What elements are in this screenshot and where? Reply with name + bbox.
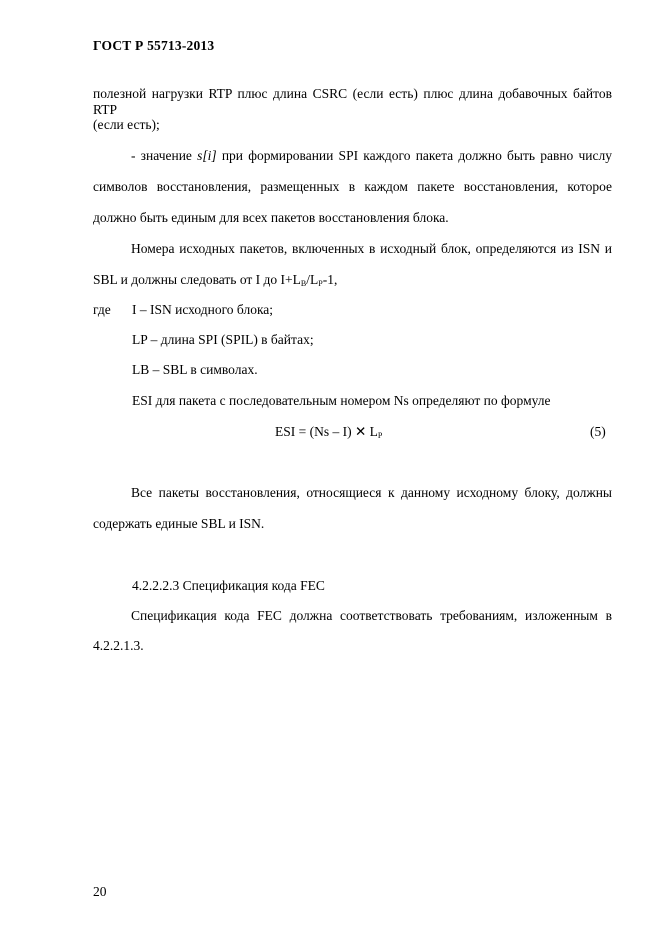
page-number: 20 bbox=[93, 884, 107, 899]
text-fragment: /L bbox=[306, 272, 319, 287]
document-header: ГОСТ Р 55713-2013 bbox=[93, 38, 215, 53]
text-line: ESI для пакета с последовательным номером Ns определяют по формуле bbox=[132, 393, 551, 408]
subscript: P bbox=[377, 431, 383, 440]
formula bbox=[275, 424, 382, 440]
section-heading: 4.2.2.2.3 Спецификация кода FEC bbox=[132, 578, 325, 593]
where-item: I – ISN исходного блока; bbox=[132, 302, 274, 317]
text-fragment: при формировании SPI каждого пакета должно быть равно числу bbox=[216, 148, 612, 163]
text-fragment: SBL и должны следовать от I до I+L bbox=[93, 272, 301, 287]
text-line: содержать единые SBL и ISN. bbox=[93, 516, 265, 531]
text-line: 4.2.2.1.3. bbox=[93, 638, 144, 653]
subscript: B bbox=[300, 279, 307, 288]
text-line: Номера исходных пакетов, включенных в исходный блок, определяются из ISN и bbox=[131, 241, 612, 256]
text-line: символов восстановления, размещенных в каждом пакете восстановления, которое bbox=[93, 179, 612, 194]
text-line: должно быть единым для всех пакетов восстановления блока. bbox=[93, 210, 449, 225]
text-line: Спецификация кода FEC должна соответствовать требованиям, изложенным в bbox=[131, 608, 612, 623]
subscript: P bbox=[318, 279, 323, 288]
text-line: полезной нагрузки RTP плюс длина CSRC (если есть) плюс длина добавочных байтов RTP bbox=[93, 86, 612, 117]
italic-term: s[i] bbox=[197, 148, 217, 163]
where-item: LB – SBL в символах. bbox=[132, 362, 258, 377]
text-line: Все пакеты восстановления, относящиеся к данному исходному блоку, должны bbox=[131, 485, 612, 500]
text-line: (если есть); bbox=[93, 117, 160, 132]
formula-text: ESI = (Ns – I) ✕ L bbox=[275, 424, 378, 439]
text-line bbox=[93, 148, 612, 164]
text-line bbox=[93, 272, 337, 288]
text-fragment: -1, bbox=[322, 272, 338, 287]
text-fragment: - значение bbox=[131, 148, 198, 163]
where-label: где bbox=[93, 302, 111, 317]
formula-number: (5) bbox=[590, 424, 606, 439]
where-item: LP – длина SPI (SPIL) в байтах; bbox=[132, 332, 314, 347]
